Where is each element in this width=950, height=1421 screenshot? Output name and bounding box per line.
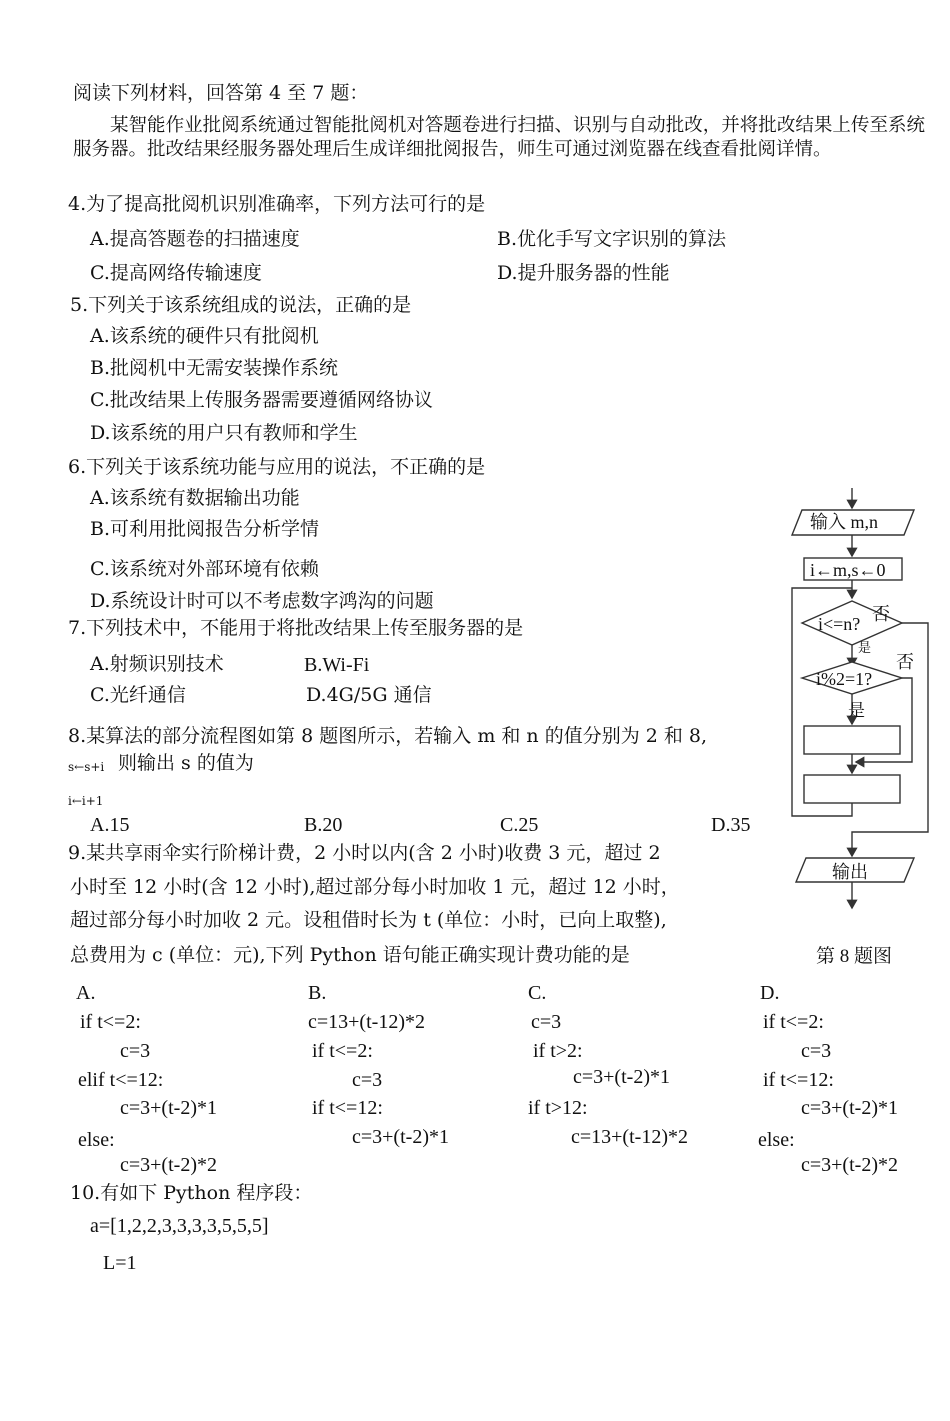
q5-stem: 5.下列关于该系统组成的说法，正确的是	[70, 294, 412, 316]
flow-init-label: i←m,s←0	[810, 560, 886, 580]
q9-d-line1: if t<=2:	[763, 1011, 824, 1033]
q9-stem-line4: 总费用为 c (单位：元),下列 Python 语句能正确实现计费功能的是	[70, 944, 630, 966]
flowchart-box1-spill: s←s+i	[68, 760, 105, 774]
q7-option-c: C.光纤通信	[90, 684, 186, 706]
flow-cond1-label: i<=n?	[818, 614, 861, 634]
q9-b-line2: if t<=2:	[312, 1040, 373, 1062]
flow-no2-label: 否	[896, 652, 914, 672]
q7-option-d: D.4G/5G 通信	[306, 684, 432, 706]
flow-yes1-label: 是	[858, 640, 872, 655]
q8-option-b: B.20	[304, 814, 343, 836]
q9-b-line5: c=3+(t-2)*1	[352, 1126, 449, 1148]
q6-option-b: B.可利用批阅报告分析学情	[90, 518, 320, 540]
q5-option-b: B.批阅机中无需安装操作系统	[90, 357, 339, 379]
q9-d-line3: if t<=12:	[763, 1069, 834, 1091]
q8-option-c: C.25	[500, 814, 539, 836]
flow-no1-label: 否	[872, 604, 890, 624]
q9-d-label: D.	[760, 982, 780, 1004]
q9-c-label: C.	[528, 982, 547, 1004]
flowchart-figure	[780, 480, 950, 990]
flow-box2	[804, 775, 900, 803]
q5-option-d: D.该系统的用户只有教师和学生	[90, 422, 358, 444]
material-text: 某智能作业批阅系统通过智能批阅机对答题卷进行扫描、识别与自动批改，并将批改结果上传至系统服务器。批改结果经服务器处理后生成详细批阅报告，师生可通过浏览器在线查看批阅详情。	[73, 115, 925, 160]
q9-a-line3: elif t<=12:	[78, 1069, 164, 1091]
q8-option-d: D.35	[711, 814, 751, 836]
q10-code-line2: L=1	[103, 1252, 137, 1274]
q4-option-a: A.提高答题卷的扫描速度	[90, 228, 300, 250]
q9-c-line3: c=3+(t-2)*1	[573, 1066, 670, 1088]
q4-option-b: B.优化手写文字识别的算法	[497, 228, 727, 250]
q9-a-label: A.	[76, 982, 96, 1004]
q8-stem: 8.某算法的部分流程图如第 8 题图所示，若输入 m 和 n 的值分别为 2 和 8,	[68, 725, 708, 747]
q7-option-b: B.Wi-Fi	[304, 654, 370, 676]
q9-d-line2: c=3	[801, 1040, 832, 1062]
q9-c-line1: c=3	[531, 1011, 562, 1033]
q9-d-line6: c=3+(t-2)*2	[801, 1154, 898, 1176]
q9-a-line1: if t<=2:	[80, 1011, 141, 1033]
flow-box1	[804, 726, 900, 754]
q9-stem-line3: 超过部分每小时加收 2 元。设租借时长为 t (单位：小时，已向上取整),	[70, 909, 667, 931]
q4-option-c: C.提高网络传输速度	[90, 262, 262, 284]
q5-option-a: A.该系统的硬件只有批阅机	[90, 325, 319, 347]
flow-caption: 第 8 题图	[816, 946, 893, 967]
q6-option-a: A.该系统有数据输出功能	[90, 487, 300, 509]
q9-a-line4: c=3+(t-2)*1	[120, 1097, 217, 1119]
q4-stem: 4.为了提高批阅机识别准确率，下列方法可行的是	[68, 193, 486, 215]
intro-text: 阅读下列材料，回答第 4 至 7 题：	[73, 82, 369, 104]
q7-stem: 7.下列技术中，不能用于将批改结果上传至服务器的是	[68, 617, 524, 639]
q9-b-line1: c=13+(t-12)*2	[308, 1011, 425, 1033]
q8-stem-line2: 则输出 s 的值为	[118, 752, 254, 774]
q9-b-label: B.	[308, 982, 327, 1004]
q9-d-line5: else:	[758, 1129, 795, 1151]
flow-cond2-label: i%2=1?	[816, 669, 873, 689]
q6-option-c: C.该系统对外部环境有依赖	[90, 558, 319, 580]
q9-d-line4: c=3+(t-2)*1	[801, 1097, 898, 1119]
q9-c-line2: if t>2:	[533, 1040, 583, 1062]
q10-stem: 10.有如下 Python 程序段：	[70, 1182, 313, 1204]
flowchart-box2-spill: i←i+1	[68, 794, 104, 808]
q9-stem-line1: 9.某共享雨伞实行阶梯计费，2 小时以内(含 2 小时)收费 3 元，超过 2	[68, 842, 661, 864]
flow-output-label: 输出	[832, 862, 868, 882]
q9-c-line4: if t>12:	[528, 1097, 588, 1119]
q9-stem-line2: 小时至 12 小时(含 12 小时),超过部分每小时加收 1 元，超过 12 小时，	[70, 876, 680, 898]
q5-option-c: C.批改结果上传服务器需要遵循网络协议	[90, 389, 433, 411]
q9-b-line3: c=3	[352, 1069, 383, 1091]
q9-a-line5: else:	[78, 1129, 115, 1151]
q6-option-d: D.系统设计时可以不考虑数字鸿沟的问题	[90, 590, 434, 612]
q9-a-line6: c=3+(t-2)*2	[120, 1154, 217, 1176]
q9-b-line4: if t<=12:	[312, 1097, 383, 1119]
q4-option-d: D.提升服务器的性能	[497, 262, 670, 284]
q7-option-a: A.射频识别技术	[90, 653, 224, 675]
q8-option-a: A.15	[90, 814, 130, 836]
q9-c-line5: c=13+(t-12)*2	[571, 1126, 688, 1148]
flow-input-label: 输入 m,n	[810, 512, 879, 532]
flow-yes2-label: 是	[848, 701, 865, 720]
q9-a-line2: c=3	[120, 1040, 151, 1062]
q6-stem: 6.下列关于该系统功能与应用的说法，不正确的是	[68, 456, 486, 478]
q10-code-line1: a=[1,2,2,3,3,3,3,5,5,5]	[90, 1215, 269, 1237]
